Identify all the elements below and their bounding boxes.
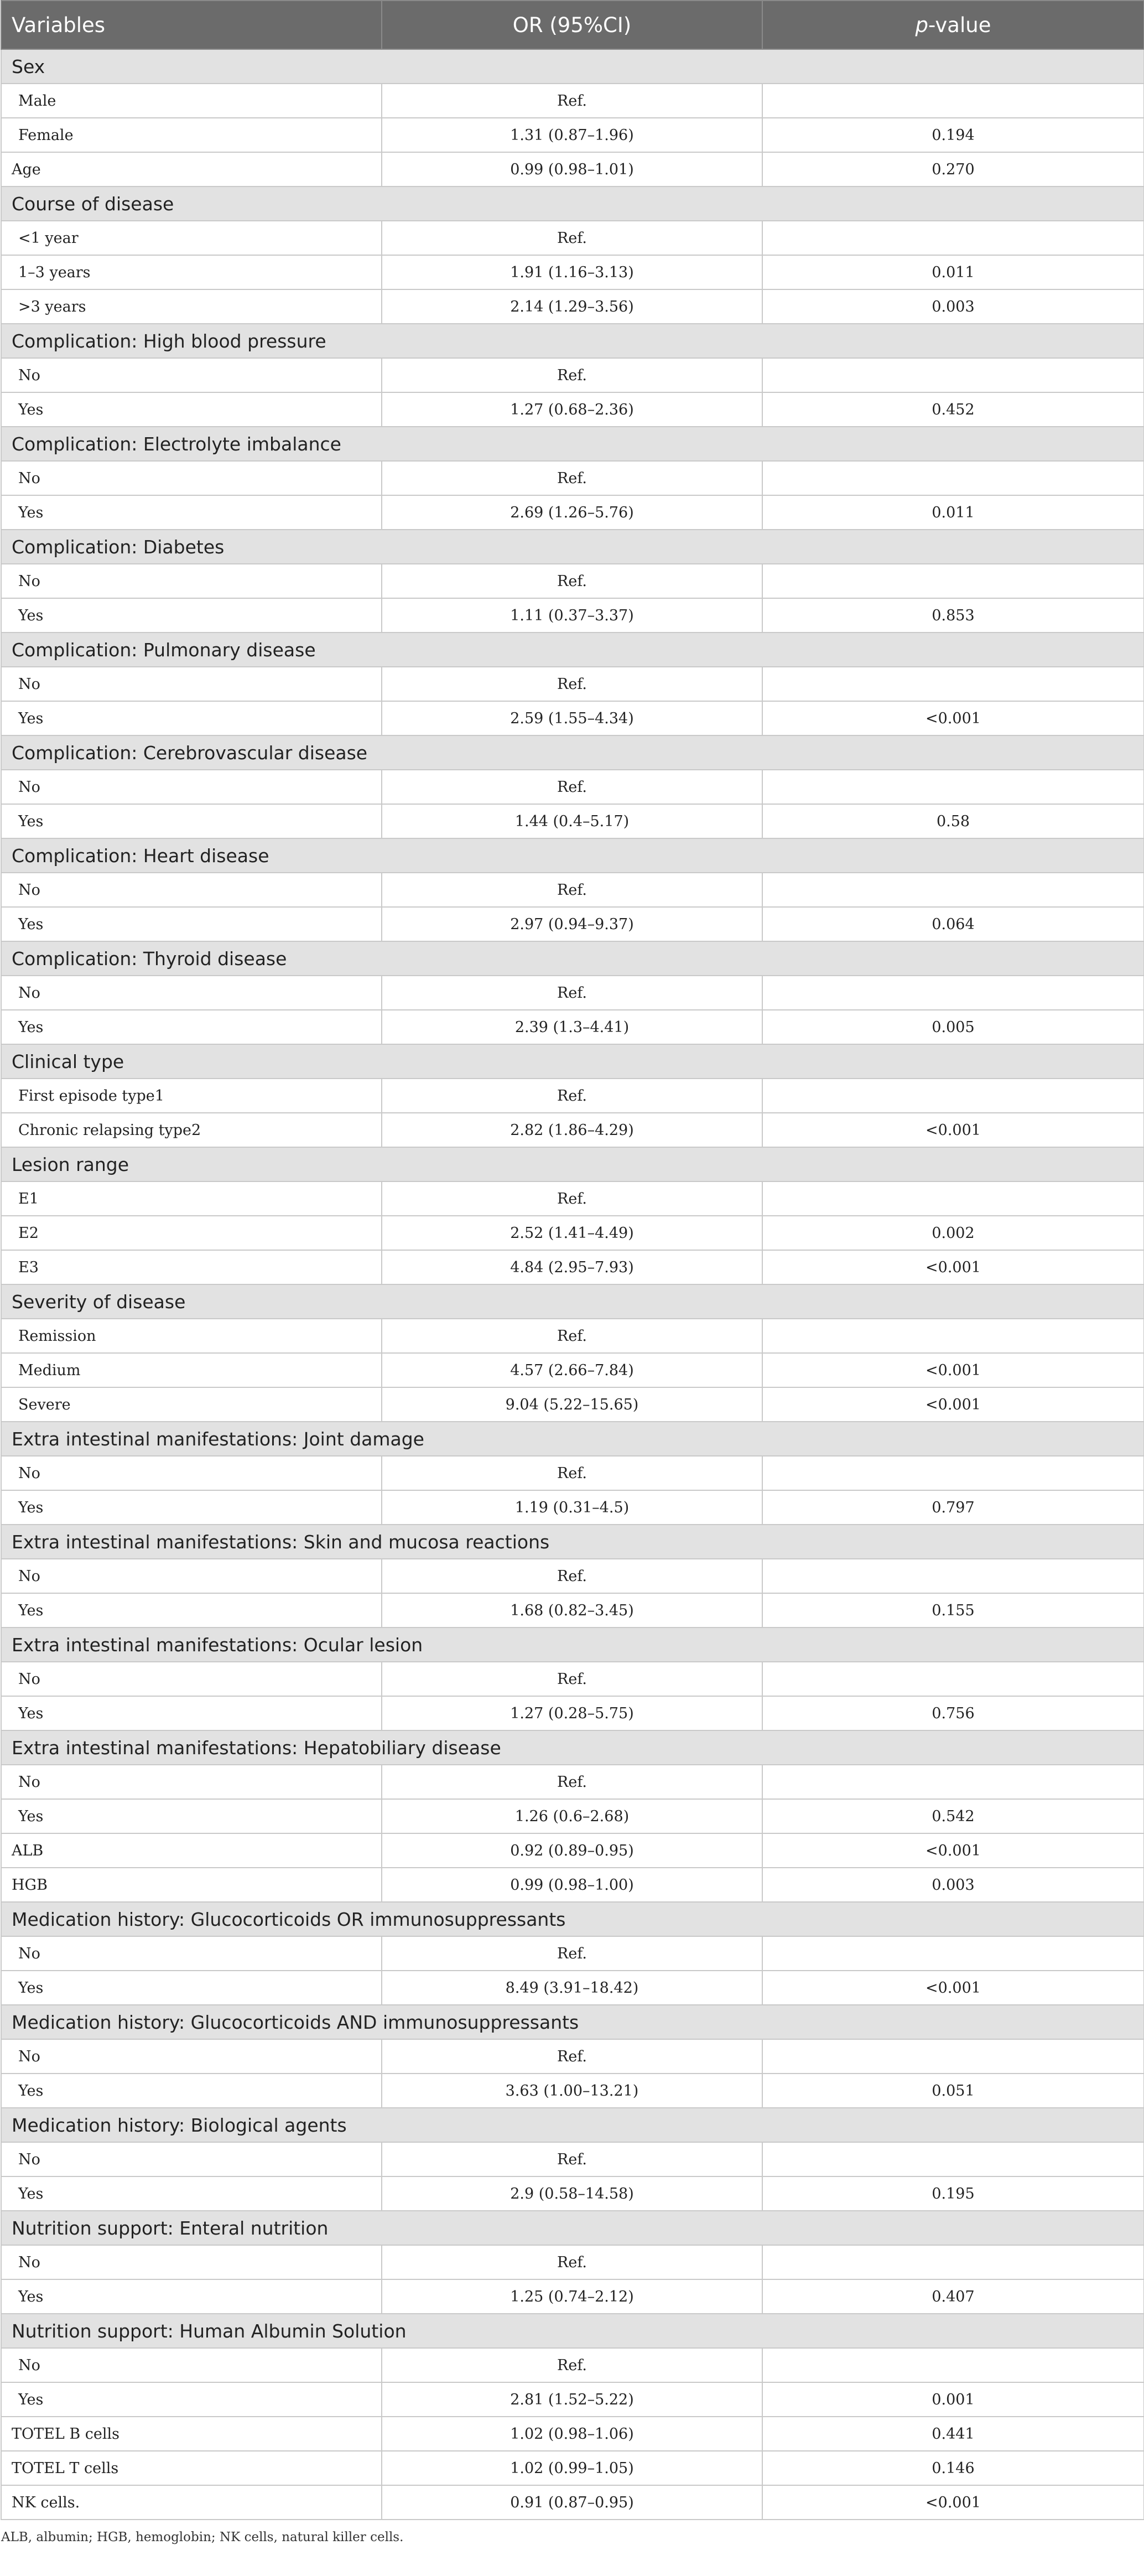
cell-p-value: 0.003 [762, 289, 1144, 324]
header-row [1, 1, 1144, 49]
cell-or-ci: Ref. [382, 1319, 762, 1353]
cell-variable: <1 year [1, 221, 382, 255]
cell-variable: No [1, 2039, 382, 2074]
group-label: Complication: Cerebrovascular disease [1, 735, 1144, 770]
cell-variable: No [1, 1456, 382, 1490]
cell-variable: Male [1, 84, 382, 118]
header-p-suffix: -value [928, 13, 991, 37]
cell-or-ci: Ref. [382, 667, 762, 701]
cell-variable: NK cells. [1, 2485, 382, 2520]
cell-p-value [762, 770, 1144, 804]
cell-variable: Female [1, 118, 382, 152]
cell-p-value: 0.441 [762, 2417, 1144, 2451]
table-row [1, 701, 1144, 735]
table-row [1, 2348, 1144, 2382]
group-label: Nutrition support: Human Albumin Solution [1, 2314, 1144, 2348]
cell-p-value [762, 1662, 1144, 1696]
cell-or-ci: Ref. [382, 1079, 762, 1113]
table-body [1, 49, 1144, 2520]
cell-variable: Yes [1, 804, 382, 838]
cell-p-value: 0.853 [762, 598, 1144, 633]
cell-or-ci: 1.19 (0.31–4.5) [382, 1490, 762, 1525]
group-header-row [1, 735, 1144, 770]
cell-p-value: 0.005 [762, 1010, 1144, 1044]
cell-p-value: 0.194 [762, 118, 1144, 152]
group-header-row [1, 2108, 1144, 2142]
table-row [1, 1936, 1144, 1971]
cell-or-ci: Ref. [382, 2142, 762, 2176]
cell-or-ci: Ref. [382, 2245, 762, 2279]
cell-or-ci: 2.52 (1.41–4.49) [382, 1216, 762, 1250]
cell-p-value [762, 221, 1144, 255]
cell-or-ci: Ref. [382, 1765, 762, 1799]
cell-variable: Age [1, 152, 382, 186]
group-label: Medication history: Biological agents [1, 2108, 1144, 2142]
table-row [1, 84, 1144, 118]
group-header-row [1, 1628, 1144, 1662]
cell-variable: No [1, 2142, 382, 2176]
table-row [1, 392, 1144, 427]
table-header [1, 1, 1144, 49]
table-row [1, 221, 1144, 255]
cell-or-ci: 1.26 (0.6–2.68) [382, 1799, 762, 1833]
cell-variable: Yes [1, 1593, 382, 1628]
cell-variable: Yes [1, 495, 382, 530]
cell-variable: First episode type1 [1, 1079, 382, 1113]
cell-or-ci: 1.27 (0.28–5.75) [382, 1696, 762, 1730]
cell-p-value [762, 84, 1144, 118]
table-row [1, 461, 1144, 495]
cell-or-ci: 1.68 (0.82–3.45) [382, 1593, 762, 1628]
table-row [1, 1353, 1144, 1387]
table-row [1, 2245, 1144, 2279]
cell-p-value: 0.002 [762, 1216, 1144, 1250]
cell-or-ci: Ref. [382, 976, 762, 1010]
cell-or-ci: Ref. [382, 873, 762, 907]
table-row [1, 2417, 1144, 2451]
cell-p-value: <0.001 [762, 1387, 1144, 1422]
cell-or-ci: Ref. [382, 1559, 762, 1593]
header-variables: Variables [1, 1, 382, 49]
cell-p-value [762, 1079, 1144, 1113]
cell-or-ci: 1.02 (0.98–1.06) [382, 2417, 762, 2451]
cell-or-ci: Ref. [382, 221, 762, 255]
cell-or-ci: 0.99 (0.98–1.01) [382, 152, 762, 186]
cell-variable: 1–3 years [1, 255, 382, 289]
group-header-row [1, 2314, 1144, 2348]
cell-p-value [762, 1181, 1144, 1216]
cell-variable: Yes [1, 2279, 382, 2314]
table-row [1, 976, 1144, 1010]
cell-or-ci: 2.39 (1.3–4.41) [382, 1010, 762, 1044]
cell-variable: Yes [1, 907, 382, 941]
cell-p-value [762, 1936, 1144, 1971]
cell-variable: No [1, 1936, 382, 1971]
group-label: Course of disease [1, 186, 1144, 221]
table-row [1, 1833, 1144, 1868]
cell-p-value [762, 1559, 1144, 1593]
cell-variable: No [1, 873, 382, 907]
cell-or-ci: Ref. [382, 358, 762, 392]
cell-or-ci: Ref. [382, 1456, 762, 1490]
group-label: Medication history: Glucocorticoids AND immunosuppressants [1, 2005, 1144, 2039]
cell-p-value [762, 667, 1144, 701]
cell-p-value: 0.270 [762, 152, 1144, 186]
cell-variable: Yes [1, 2074, 382, 2108]
table-row [1, 152, 1144, 186]
cell-variable: E3 [1, 1250, 382, 1284]
group-header-row [1, 838, 1144, 873]
cell-p-value: 0.797 [762, 1490, 1144, 1525]
cell-p-value: 0.001 [762, 2382, 1144, 2417]
cell-variable: Yes [1, 1799, 382, 1833]
group-label: Nutrition support: Enteral nutrition [1, 2211, 1144, 2245]
group-header-row [1, 1422, 1144, 1456]
table-row [1, 1799, 1144, 1833]
cell-variable: No [1, 2245, 382, 2279]
cell-p-value: <0.001 [762, 1833, 1144, 1868]
group-header-row [1, 1902, 1144, 1936]
table-row [1, 2039, 1144, 2074]
table-row [1, 1593, 1144, 1628]
cell-variable: HGB [1, 1868, 382, 1902]
cell-or-ci: 1.02 (0.99–1.05) [382, 2451, 762, 2485]
cell-p-value: 0.011 [762, 495, 1144, 530]
cell-or-ci: 2.82 (1.86–4.29) [382, 1113, 762, 1147]
cell-p-value: 0.064 [762, 907, 1144, 941]
table-row [1, 1662, 1144, 1696]
group-label: Complication: Pulmonary disease [1, 633, 1144, 667]
table-row [1, 1765, 1144, 1799]
group-label: Complication: Diabetes [1, 530, 1144, 564]
cell-p-value: 0.542 [762, 1799, 1144, 1833]
table-row [1, 2485, 1144, 2520]
cell-or-ci: 1.91 (1.16–3.13) [382, 255, 762, 289]
cell-or-ci: Ref. [382, 2039, 762, 2074]
cell-variable: TOTEL T cells [1, 2451, 382, 2485]
cell-p-value: <0.001 [762, 1971, 1144, 2005]
table-row [1, 873, 1144, 907]
cell-p-value [762, 2348, 1144, 2382]
cell-variable: No [1, 461, 382, 495]
header-or-ci: OR (95%CI) [382, 1, 762, 49]
table-row [1, 1010, 1144, 1044]
table-row [1, 1079, 1144, 1113]
cell-variable: E2 [1, 1216, 382, 1250]
cell-or-ci: 2.9 (0.58–14.58) [382, 2176, 762, 2211]
cell-or-ci: 0.99 (0.98–1.00) [382, 1868, 762, 1902]
cell-variable: No [1, 564, 382, 598]
cell-variable: No [1, 667, 382, 701]
cell-or-ci: 2.81 (1.52–5.22) [382, 2382, 762, 2417]
table-row [1, 1319, 1144, 1353]
cell-or-ci: 1.11 (0.37–3.37) [382, 598, 762, 633]
group-label: Extra intestinal manifestations: Skin and mucosa reactions [1, 1525, 1144, 1559]
cell-p-value [762, 2142, 1144, 2176]
cell-p-value [762, 2245, 1144, 2279]
cell-p-value: 0.407 [762, 2279, 1144, 2314]
table-row [1, 2382, 1144, 2417]
cell-variable: Yes [1, 701, 382, 735]
table-row [1, 1250, 1144, 1284]
cell-or-ci: 9.04 (5.22–15.65) [382, 1387, 762, 1422]
table-row [1, 2074, 1144, 2108]
table-row [1, 255, 1144, 289]
cell-variable: No [1, 2348, 382, 2382]
odds-ratio-table [1, 0, 1144, 2520]
table-row [1, 495, 1144, 530]
table-footnote: ALB, albumin; HGB, hemoglobin; NK cells, natural killer cells. [1, 2530, 404, 2544]
cell-variable: No [1, 1765, 382, 1799]
header-p-value [762, 1, 1144, 49]
group-label: Complication: Electrolyte imbalance [1, 427, 1144, 461]
table-row [1, 2279, 1144, 2314]
cell-p-value: 0.155 [762, 1593, 1144, 1628]
cell-or-ci: Ref. [382, 564, 762, 598]
cell-or-ci: Ref. [382, 1936, 762, 1971]
cell-variable: Chronic relapsing type2 [1, 1113, 382, 1147]
cell-p-value: 0.003 [762, 1868, 1144, 1902]
table-row [1, 289, 1144, 324]
cell-variable: Yes [1, 1490, 382, 1525]
cell-variable: ALB [1, 1833, 382, 1868]
cell-or-ci: Ref. [382, 1662, 762, 1696]
cell-p-value: <0.001 [762, 701, 1144, 735]
cell-variable: No [1, 1662, 382, 1696]
cell-or-ci: Ref. [382, 1181, 762, 1216]
cell-variable: TOTEL B cells [1, 2417, 382, 2451]
cell-p-value [762, 564, 1144, 598]
table-row [1, 1113, 1144, 1147]
cell-or-ci: 2.97 (0.94–9.37) [382, 907, 762, 941]
cell-or-ci: 0.92 (0.89–0.95) [382, 1833, 762, 1868]
cell-variable: Severe [1, 1387, 382, 1422]
group-header-row [1, 1730, 1144, 1765]
cell-variable: No [1, 976, 382, 1010]
cell-p-value [762, 461, 1144, 495]
table-row [1, 667, 1144, 701]
cell-p-value: 0.756 [762, 1696, 1144, 1730]
group-label: Clinical type [1, 1044, 1144, 1079]
cell-or-ci: 1.25 (0.74–2.12) [382, 2279, 762, 2314]
cell-or-ci: Ref. [382, 2348, 762, 2382]
cell-p-value [762, 358, 1144, 392]
table-row [1, 1181, 1144, 1216]
cell-p-value: 0.011 [762, 255, 1144, 289]
cell-p-value: 0.452 [762, 392, 1144, 427]
group-label: Sex [1, 49, 1144, 84]
group-label: Extra intestinal manifestations: Joint damage [1, 1422, 1144, 1456]
cell-p-value [762, 1319, 1144, 1353]
cell-p-value [762, 1456, 1144, 1490]
table-row [1, 2142, 1144, 2176]
cell-p-value: <0.001 [762, 1353, 1144, 1387]
group-header-row [1, 2005, 1144, 2039]
table-row [1, 2176, 1144, 2211]
group-label: Extra intestinal manifestations: Ocular lesion [1, 1628, 1144, 1662]
cell-or-ci: 2.14 (1.29–3.56) [382, 289, 762, 324]
group-header-row [1, 530, 1144, 564]
table-row [1, 1387, 1144, 1422]
cell-variable: Yes [1, 392, 382, 427]
cell-or-ci: 3.63 (1.00–13.21) [382, 2074, 762, 2108]
cell-p-value: 0.195 [762, 2176, 1144, 2211]
table-row [1, 804, 1144, 838]
table-row [1, 770, 1144, 804]
cell-or-ci: 8.49 (3.91–18.42) [382, 1971, 762, 2005]
table-row [1, 564, 1144, 598]
cell-p-value: 0.146 [762, 2451, 1144, 2485]
cell-variable: Yes [1, 598, 382, 633]
group-label: Complication: Thyroid disease [1, 941, 1144, 976]
cell-or-ci: 2.59 (1.55–4.34) [382, 701, 762, 735]
cell-variable: No [1, 358, 382, 392]
cell-or-ci: 1.31 (0.87–1.96) [382, 118, 762, 152]
cell-or-ci: Ref. [382, 461, 762, 495]
cell-or-ci: 2.69 (1.26–5.76) [382, 495, 762, 530]
group-header-row [1, 324, 1144, 358]
group-label: Lesion range [1, 1147, 1144, 1181]
cell-variable: E1 [1, 1181, 382, 1216]
cell-or-ci: Ref. [382, 770, 762, 804]
table-row [1, 1696, 1144, 1730]
cell-or-ci: 0.91 (0.87–0.95) [382, 2485, 762, 2520]
table-row [1, 2451, 1144, 2485]
table-row [1, 118, 1144, 152]
group-header-row [1, 1284, 1144, 1319]
cell-p-value [762, 976, 1144, 1010]
cell-p-value: <0.001 [762, 1250, 1144, 1284]
group-header-row [1, 49, 1144, 84]
cell-p-value [762, 873, 1144, 907]
table-row [1, 1868, 1144, 1902]
cell-or-ci: 1.44 (0.4–5.17) [382, 804, 762, 838]
cell-variable: Remission [1, 1319, 382, 1353]
table-row [1, 907, 1144, 941]
cell-or-ci: 1.27 (0.68–2.36) [382, 392, 762, 427]
cell-p-value: <0.001 [762, 2485, 1144, 2520]
cell-variable: >3 years [1, 289, 382, 324]
table-row [1, 1490, 1144, 1525]
table-row [1, 358, 1144, 392]
table-row [1, 1216, 1144, 1250]
table-row [1, 1456, 1144, 1490]
cell-p-value [762, 2039, 1144, 2074]
table-row [1, 1971, 1144, 2005]
cell-variable: Yes [1, 1696, 382, 1730]
group-label: Extra intestinal manifestations: Hepatobiliary disease [1, 1730, 1144, 1765]
group-label: Severity of disease [1, 1284, 1144, 1319]
group-header-row [1, 427, 1144, 461]
group-header-row [1, 186, 1144, 221]
cell-variable: No [1, 1559, 382, 1593]
table-row [1, 1559, 1144, 1593]
cell-p-value: 0.051 [762, 2074, 1144, 2108]
cell-or-ci: 4.57 (2.66–7.84) [382, 1353, 762, 1387]
cell-p-value: 0.58 [762, 804, 1144, 838]
group-header-row [1, 1525, 1144, 1559]
cell-variable: Medium [1, 1353, 382, 1387]
cell-variable: Yes [1, 1971, 382, 2005]
cell-variable: Yes [1, 2176, 382, 2211]
cell-variable: Yes [1, 1010, 382, 1044]
group-label: Medication history: Glucocorticoids OR immunosuppressants [1, 1902, 1144, 1936]
cell-p-value [762, 1765, 1144, 1799]
group-header-row [1, 2211, 1144, 2245]
group-header-row [1, 1147, 1144, 1181]
cell-or-ci: 4.84 (2.95–7.93) [382, 1250, 762, 1284]
group-header-row [1, 941, 1144, 976]
cell-variable: No [1, 770, 382, 804]
cell-p-value: <0.001 [762, 1113, 1144, 1147]
group-header-row [1, 633, 1144, 667]
group-header-row [1, 1044, 1144, 1079]
group-label: Complication: High blood pressure [1, 324, 1144, 358]
header-p-italic: p [915, 13, 929, 37]
table-row [1, 598, 1144, 633]
group-label: Complication: Heart disease [1, 838, 1144, 873]
cell-variable: Yes [1, 2382, 382, 2417]
cell-or-ci: Ref. [382, 84, 762, 118]
